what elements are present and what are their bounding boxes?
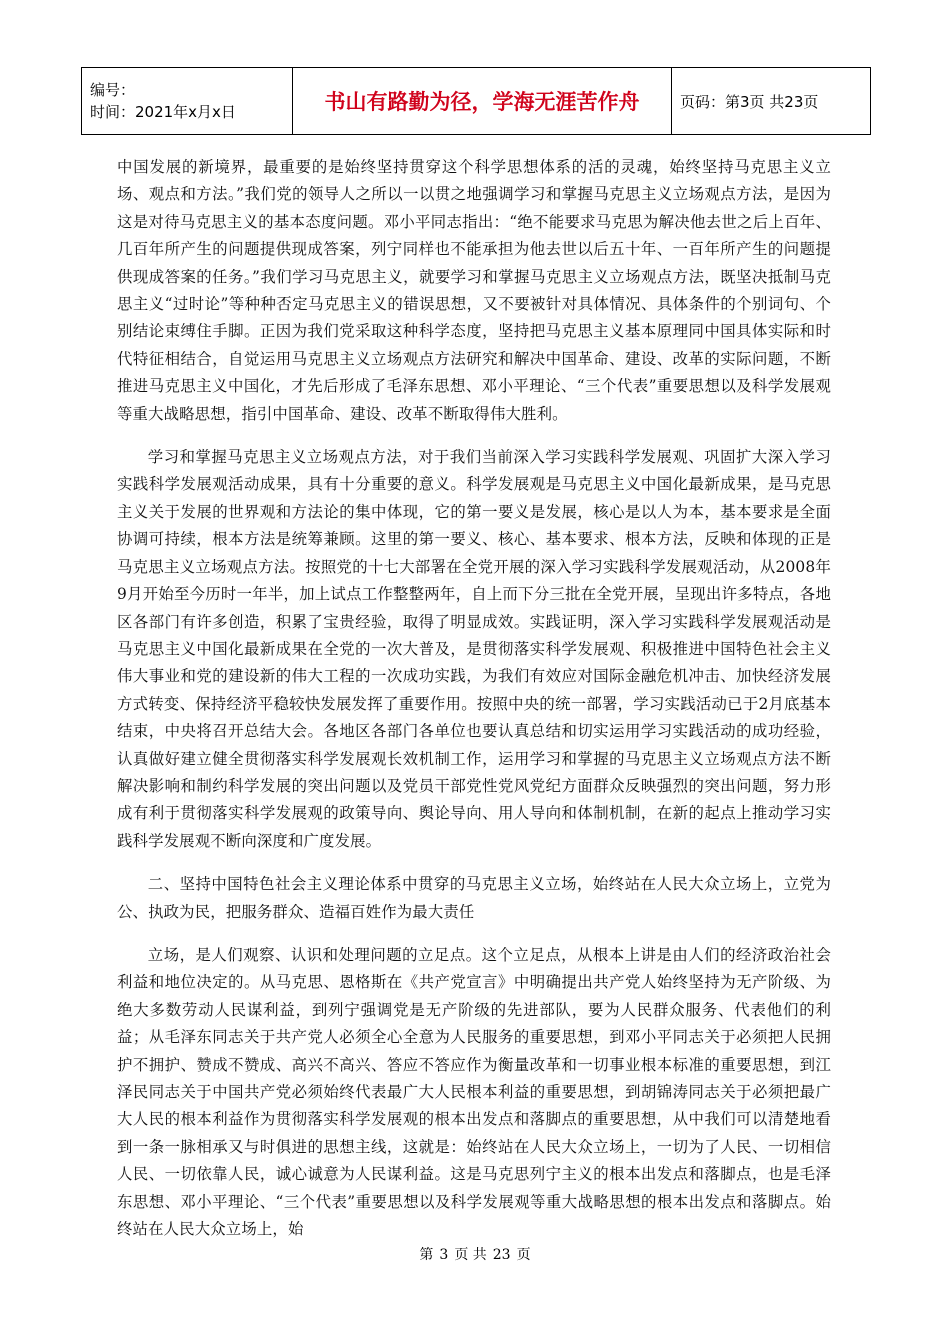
footer-prefix: 第	[419, 1247, 434, 1263]
footer-middle: 页 共	[454, 1247, 487, 1263]
document-body	[117, 154, 831, 1243]
section-heading: 二、坚持中国特色社会主义理论体系中贯穿的马克思主义立场，始终站在人民大众立场上，立党为公、执政为民，把服务群众、造福百姓作为最大责任	[117, 875, 831, 921]
footer-suffix: 页	[516, 1247, 531, 1263]
document-header	[81, 67, 871, 135]
document-date: 时间：2021年x月x日	[90, 103, 236, 121]
page-footer	[0, 1244, 950, 1264]
paragraph: 立场，是人们观察、认识和处理问题的立足点。这个立足点，从根本上讲是由人们的经济政治社会利益和地位决定的。从马克思、恩格斯在《共产党宣言》中明确提出共产党人始终坚持为无产阶级、为绝大多数劳动人民谋利益，到列宁强调党是无产阶级的先进部队，要为人民群众服务、代表他们的利益；从毛泽东同志关于共产党人必须全心全意为人民服务的重要思想，到邓小平同志关于必须把人民拥护不拥护、赞成不赞成、高兴不高兴、答应不答应作为衡量改革和一切事业根本标准的重要思想，到江泽民同志关于中国共产党必须始终代表最广大人民根本利益的重要思想，到胡锦涛同志关于必须把最广大人民的根本利益作为贯彻落实科学发展观的根本出发点和落脚点的重要思想，从中我们可以清楚地看到一条一脉相承又与时俱进的思想主线，这就是：始终站在人民大众立场上，一切为了人民、一切相信人民、一切依靠人民，诚心诚意为人民谋利益。这是马克思列宁主义的根本出发点和落脚点，也是毛泽东思想、邓小平理论、“三个代表”重要思想以及科学发展观等重大战略思想的根本出发点和落脚点。始终站在人民大众立场上，始	[117, 945, 831, 1239]
document-number-label: 编号：	[90, 81, 136, 99]
header-page-info: 页码：第3页 共23页	[672, 68, 871, 135]
header-motto: 书山有路勤为径，学海无涯苦作舟	[293, 68, 672, 135]
footer-total-pages: 23	[492, 1247, 511, 1263]
paragraph: 中国发展的新境界，最重要的是始终坚持贯穿这个科学思想体系的活的灵魂，始终坚持马克思主义立场、观点和方法。”我们党的领导人之所以一以贯之地强调学习和掌握马克思主义立场观点方法，是因为这是对待马克思主义的基本态度问题。邓小平同志指出：“绝不能要求马克思为解决他去世之后上百年、几百年所产生的问题提供现成答案，列宁同样也不能承担为他去世以后五十年、一百年所产生的问题提供现成答案的任务。”我们学习马克思主义，就要学习和掌握马克思主义立场观点方法，既坚决抵制马克思主义“过时论”等种种否定马克思主义的错误思想，又不要被针对具体情况、具体条件的个别词句、个别结论束缚住手脚。正因为我们党采取这种科学态度，坚持把马克思主义基本原理同中国具体实际和时代特征相结合，自觉运用马克思主义立场观点方法研究和解决中国革命、建设、改革的实际问题，不断推进马克思主义中国化，才先后形成了毛泽东思想、邓小平理论、“三个代表”重要思想以及科学发展观等重大战略思想，指引中国革命、建设、改革不断取得伟大胜利。	[117, 158, 831, 423]
header-left-cell	[82, 68, 293, 135]
footer-current-page: 3	[439, 1247, 449, 1263]
paragraph: 学习和掌握马克思主义立场观点方法，对于我们当前深入学习实践科学发展观、巩固扩大深入学习实践科学发展观活动成果，具有十分重要的意义。科学发展观是马克思主义中国化最新成果，是马克思主义关于发展的世界观和方法论的集中体现，它的第一要义是发展，核心是以人为本，基本要求是全面协调可持续，根本方法是统筹兼顾。这里的第一要义、核心、基本要求、根本方法，反映和体现的正是马克思主义立场观点方法。按照党的十七大部署在全党开展的深入学习实践科学发展观活动，从2008年9月开始至今历时一年半，加上试点工作整整两年，自上而下分三批在全党开展，呈现出许多特点，各地区各部门有许多创造，积累了宝贵经验，取得了明显成效。实践证明，深入学习实践科学发展观活动是马克思主义中国化最新成果在全党的一次大普及，是贯彻落实科学发展观、积极推进中国特色社会主义伟大事业和党的建设新的伟大工程的一次成功实践，为我们有效应对国际金融危机冲击、加快经济发展方式转变、保持经济平稳较快发展发挥了重要作用。按照中央的统一部署，学习实践活动已于2月底基本结束，中央将召开总结大会。各地区各部门各单位也要认真总结和切实运用学习实践活动的成功经验，认真做好建立健全贯彻落实科学发展观长效机制工作，运用学习和掌握的马克思主义立场观点方法不断解决影响和制约科学发展的突出问题以及党员干部党性党风党纪方面群众反映强烈的突出问题，努力形成有利于贯彻落实科学发展观的政策导向、舆论导向、用人导向和体制机制，在新的起点上推动学习实践科学发展观不断向深度和广度发展。	[117, 448, 831, 850]
